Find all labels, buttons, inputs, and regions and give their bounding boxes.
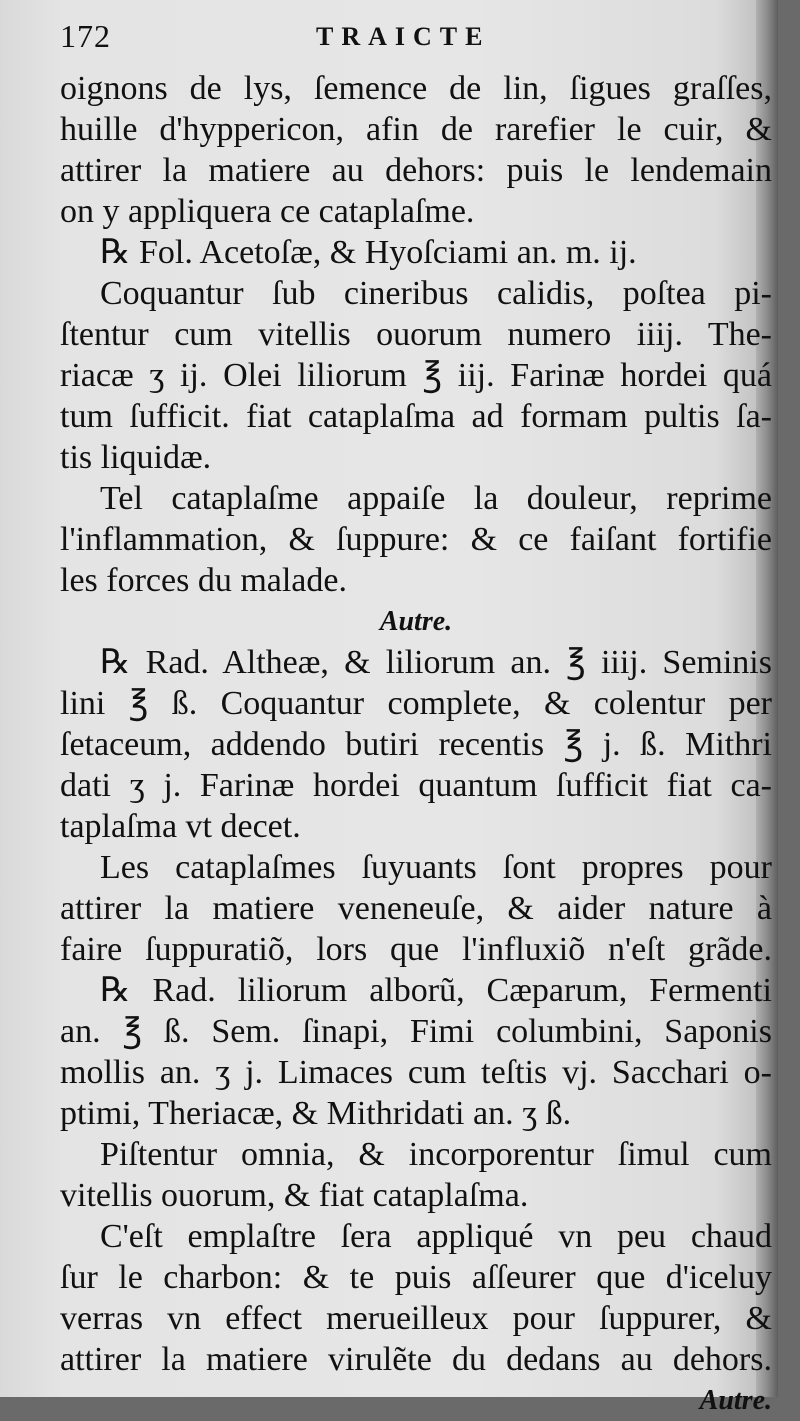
text-line: verras vn effect merueilleux pour ſuppurer, & xyxy=(60,1300,772,1337)
text-line: Les cataplaſmes ſuyuants ſont propres pour xyxy=(100,849,772,886)
text-line: faire ſuppuratiõ, lors que l'influxiõ n'eſt grãde. xyxy=(60,931,772,968)
catchword: Autre. xyxy=(699,1385,772,1416)
text-line: ſetaceum, addendo butiri recentis ℥ j. ß. Mithri xyxy=(60,726,772,763)
text-line: vitellis ouorum, & fiat cataplaſma. xyxy=(60,1177,529,1214)
text-line: ptimi, Theriacæ, & Mithridati an. ʒ ß. xyxy=(60,1095,572,1132)
text-line: C'eſt emplaſtre ſera appliqué vn peu chaud xyxy=(100,1218,772,1255)
section-heading: Autre. xyxy=(379,606,453,637)
text-line: les forces du malade. xyxy=(60,562,347,599)
text-line: mollis an. ʒ j. Limaces cum teſtis vj. Sacchari o- xyxy=(60,1054,772,1091)
recipe-line: ℞ Rad. liliorum alborũ, Cæparum, Fermenti xyxy=(100,972,772,1009)
running-title: TRAICTE xyxy=(316,22,491,51)
text-line: attirer la matiere au dehors: puis le lendemain xyxy=(60,152,772,189)
text-line: on y appliquera ce cataplaſme. xyxy=(60,193,475,230)
text-line: ſtentur cum vitellis ouorum numero iiij. The- xyxy=(60,316,772,353)
text-line: l'inflammation, & ſuppure: & ce faiſant fortifie xyxy=(60,521,772,558)
text-line: attirer la matiere veneneuſe, & aider nature à xyxy=(60,890,772,927)
text-line: Piſtentur omnia, & incorporentur ſimul cum xyxy=(100,1136,772,1173)
text-line: an. ℥ ß. Sem. ſinapi, Fimi columbini, Saponis xyxy=(60,1013,772,1050)
text-line: taplaſma vt decet. xyxy=(60,808,301,845)
text-line: huille d'hyppericon, afin de rarefier le cuir, & xyxy=(60,111,772,148)
text-line: lini ℥ ß. Coquantur complete, & colentur per xyxy=(60,685,772,722)
text-line: tis liquidæ. xyxy=(60,439,212,476)
recipe-line: ℞ Rad. Altheæ, & liliorum an. ℥ iiij. Seminis xyxy=(100,644,772,681)
text-line: attirer la matiere virulẽte du dedans au dehors. xyxy=(60,1341,772,1378)
text-line: oignons de lys, ſemence de lin, ſigues graſſes, xyxy=(60,70,772,107)
text-line: riacæ ʒ ij. Olei liliorum ℥ iij. Farinæ hordei quá xyxy=(60,357,772,394)
page-header xyxy=(60,18,760,58)
text-line: dati ʒ j. Farinæ hordei quantum ſufficit fiat ca- xyxy=(60,767,772,804)
text-line: Tel cataplaſme appaiſe la douleur, reprime xyxy=(100,480,772,517)
body-text xyxy=(60,68,772,1421)
text-line: tum ſufficit. fiat cataplaſma ad formam pultis ſa- xyxy=(60,398,772,435)
recipe-line: ℞ Fol. Acetoſæ, & Hyoſciami an. m. ij. xyxy=(100,234,637,271)
text-line: ſur le charbon: & te puis aſſeurer que d'iceluy xyxy=(60,1259,772,1296)
page-number: 172 xyxy=(60,18,111,54)
text-line: Coquantur ſub cineribus calidis, poſtea pi- xyxy=(100,275,772,312)
